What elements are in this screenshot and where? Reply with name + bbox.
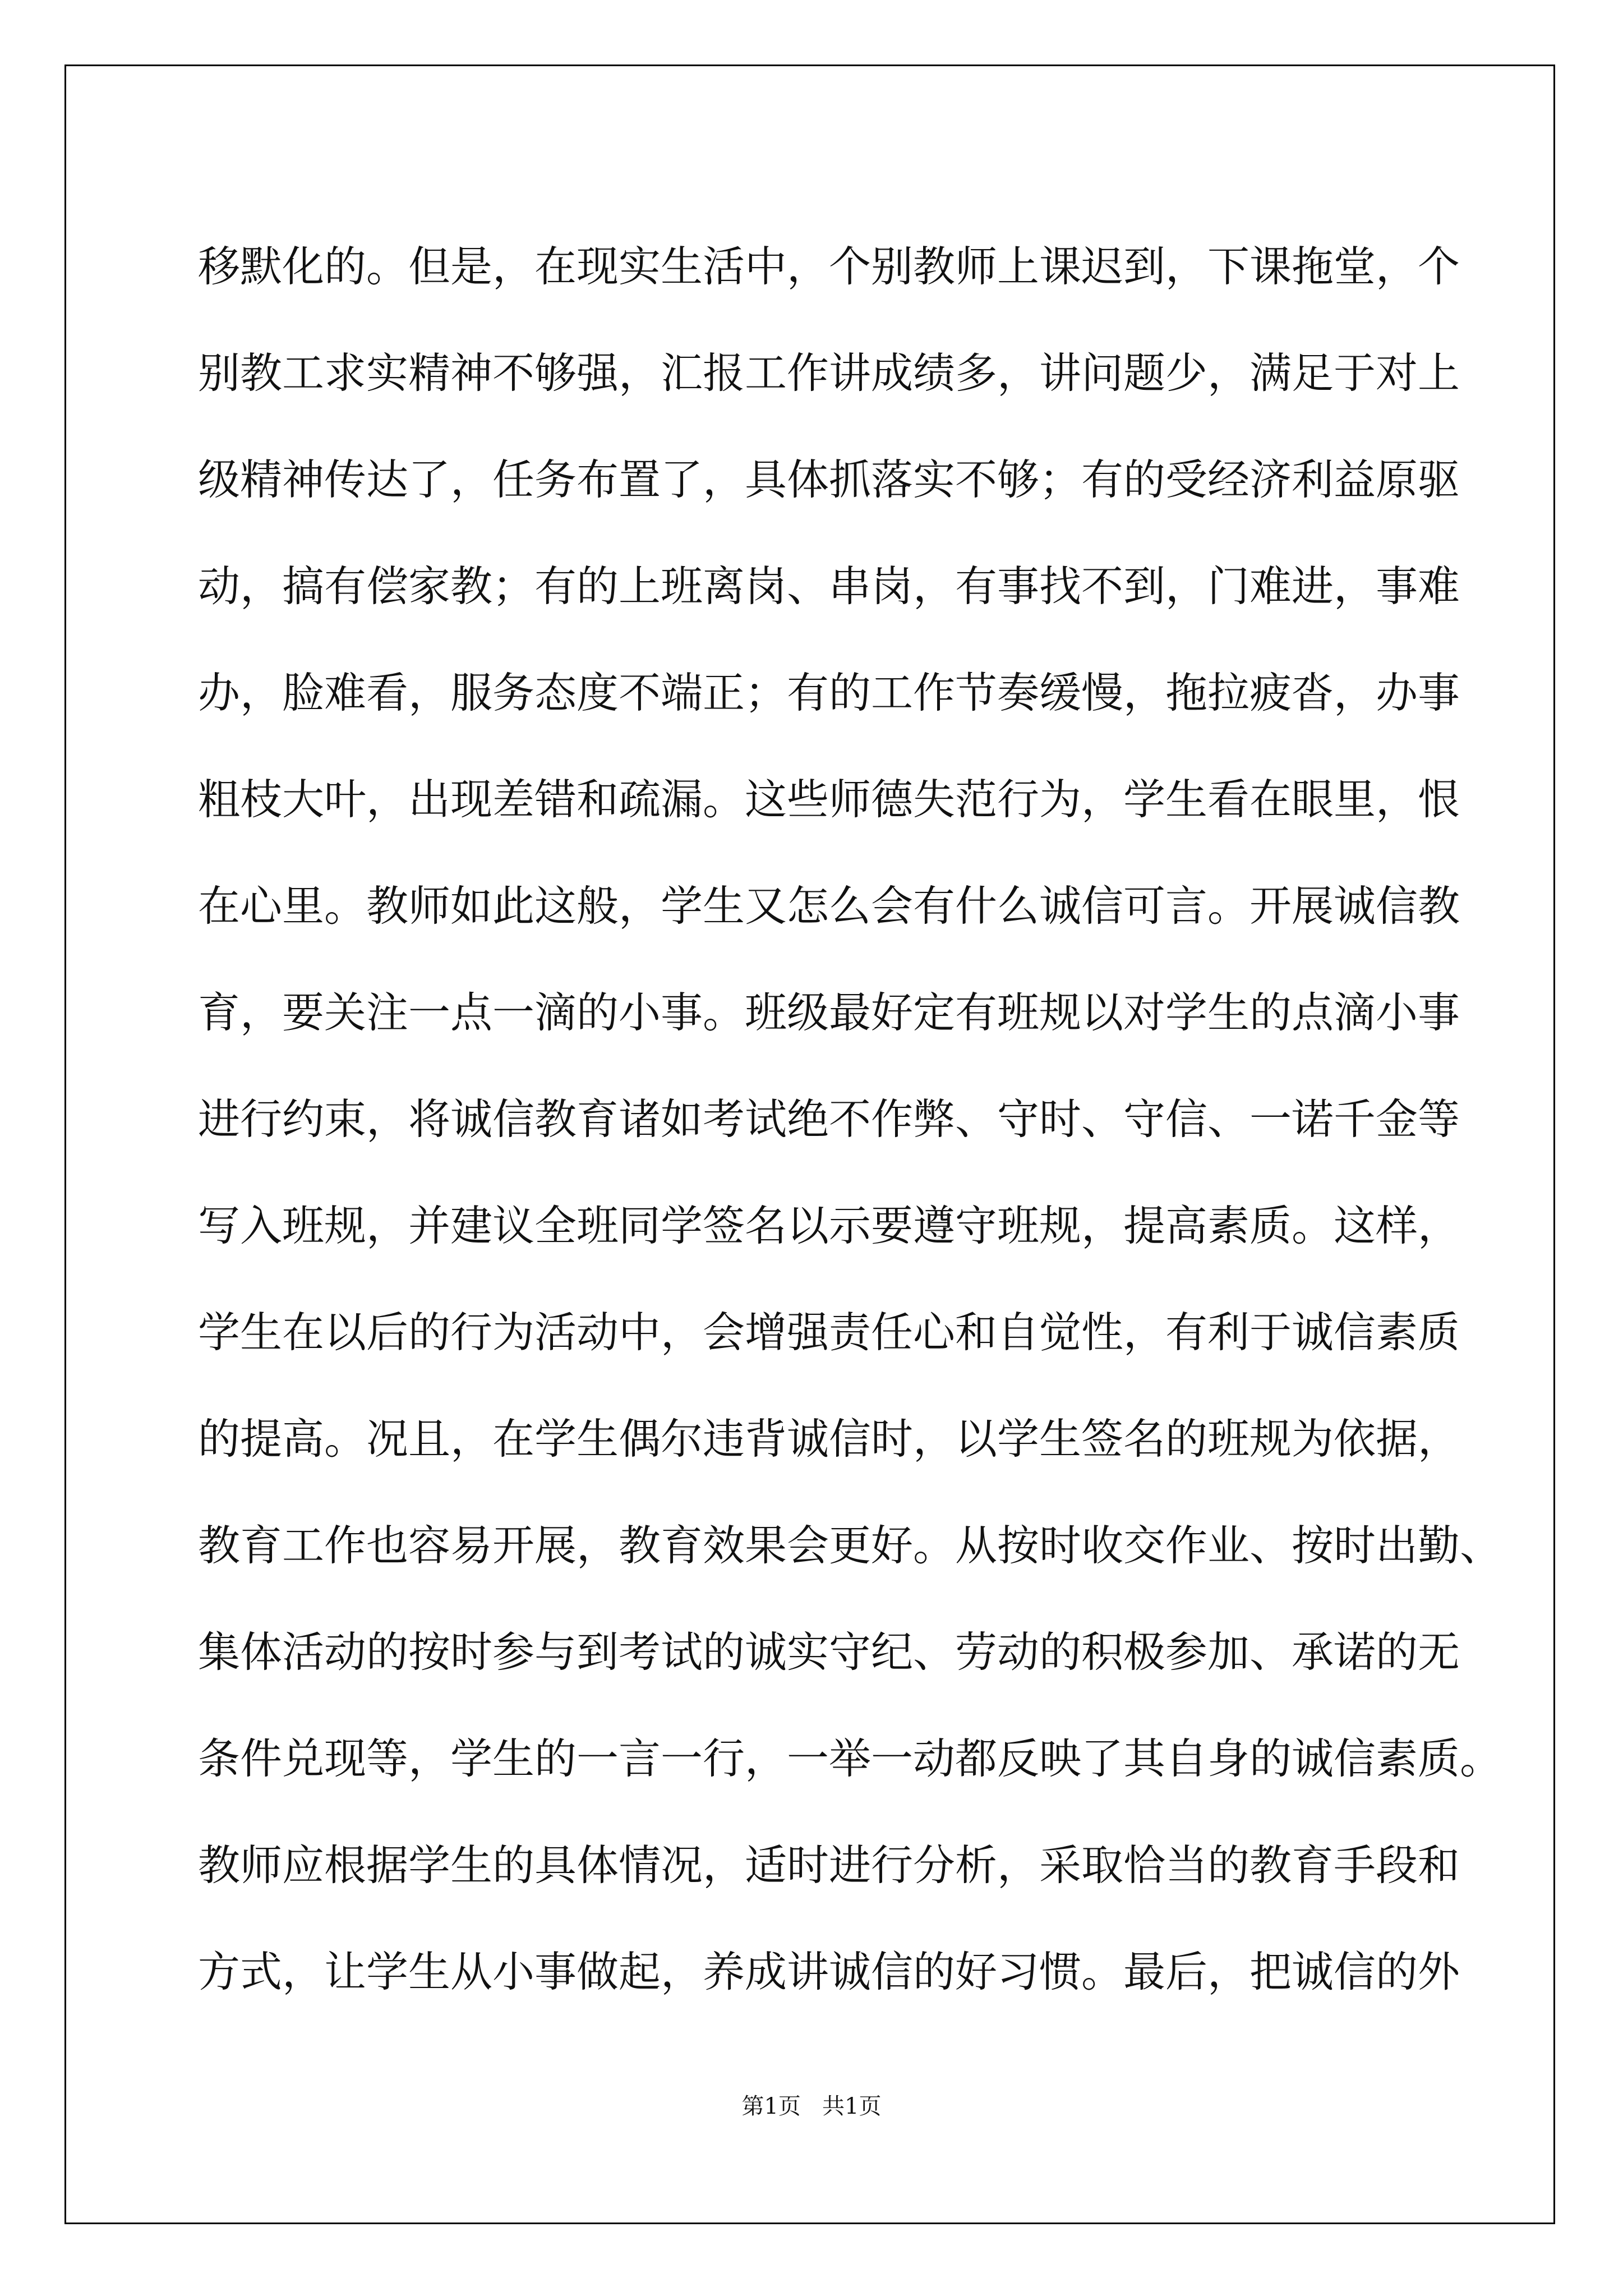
text-line: 育，要关注一点一滴的小事。班级最好定有班规以对学生的点滴小事 [198,988,1460,1037]
text-line: 别教工求实精神不够强，汇报工作讲成绩多，讲问题少，满足于对上 [198,348,1460,398]
text-line: 教师应根据学生的具体情况，适时进行分析，采取恰当的教育手段和 [198,1841,1460,1890]
text-line: 方式，让学生从小事做起，养成讲诚信的好习惯。最后，把诚信的外 [198,1947,1460,1996]
text-line: 动，搞有偿家教；有的上班离岗、串岗，有事找不到，门难进，事难 [198,562,1460,611]
text-line: 级精神传达了，任务布置了，具体抓落实不够；有的受经济利益原驱 [198,455,1460,504]
text-line: 条件兑现等，学生的一言一行，一举一动都反映了其自身的诚信素质。 [198,1734,1502,1783]
text-line: 移默化的。但是，在现实生活中，个别教师上课迟到，下课拖堂，个 [198,242,1460,291]
text-line: 学生在以后的行为活动中，会增强责任心和自觉性，有利于诚信素质 [198,1308,1460,1357]
text-line: 教育工作也容易开展，教育效果会更好。从按时收交作业、按时出勤、 [198,1521,1502,1570]
page-footer: 第1页 共1页 [741,2093,882,2119]
text-line: 集体活动的按时参与到考试的诚实守纪、劳动的积极参加、承诺的无 [198,1627,1460,1677]
text-line: 进行约束，将诚信教育诸如考试绝不作弊、守时、守信、一诺千金等 [198,1094,1460,1144]
text-line: 办，脸难看，服务态度不端正；有的工作节奏缓慢，拖拉疲沓，办事 [198,668,1460,717]
text-line: 在心里。教师如此这般，学生又怎么会有什么诚信可言。开展诚信教 [198,881,1460,931]
body-text [198,213,1502,2025]
text-line: 的提高。况且，在学生偶尔违背诚信时，以学生签名的班规为依据， [198,1414,1460,1464]
text-line: 粗枝大叶，出现差错和疏漏。这些师德失范行为，学生看在眼里，恨 [198,775,1460,824]
text-line: 写入班规，并建议全班同学签名以示要遵守班规，提高素质。这样， [198,1201,1460,1250]
